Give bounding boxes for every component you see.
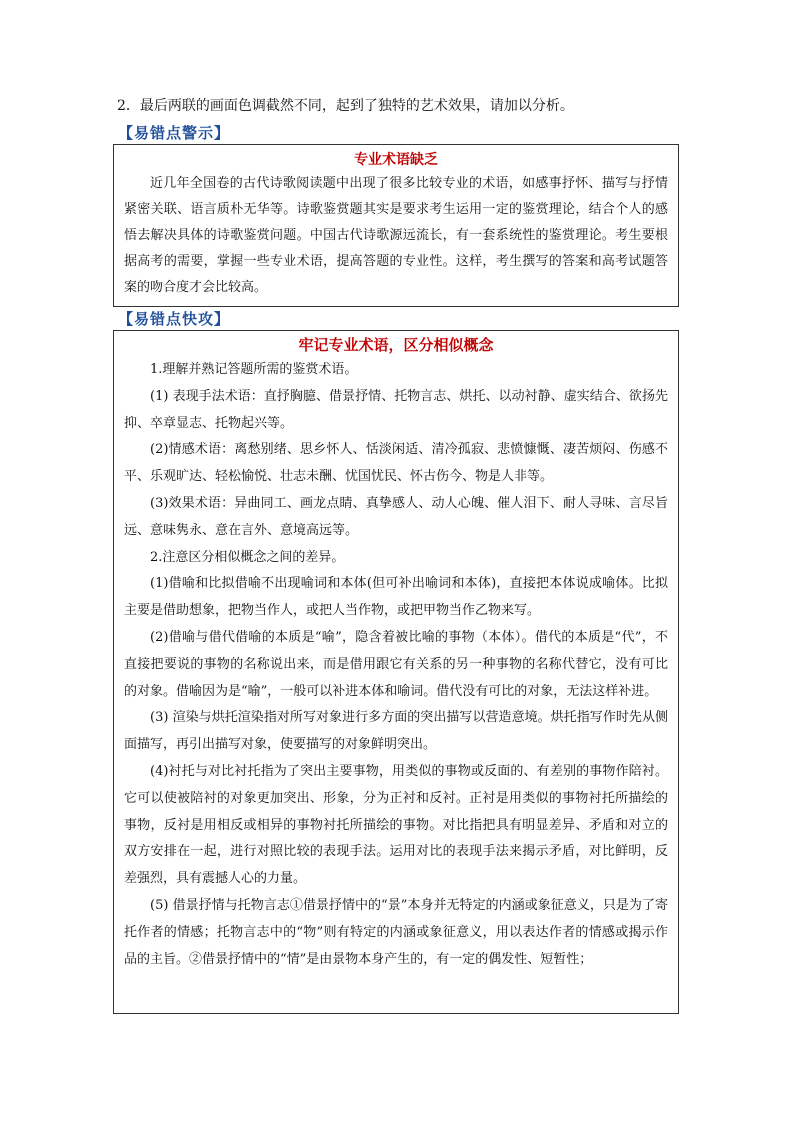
- fix-line-1: 1.理解并熟记答题所需的鉴赏术语。: [150, 362, 358, 377]
- fix-line-5: 2.注意区分相似概念之间的差异。: [150, 549, 345, 565]
- fix-box: [113, 330, 679, 1014]
- fix-line-8: (3) 渲染与烘托渲染指对所写对象进行多方面的突出描写以营造意境。烘托指写作时先从侧面描写，再引出描写对象，使要描写的对象鲜明突出。: [124, 710, 668, 753]
- fix-title: 牢记专业术语，区分相似概念: [298, 336, 494, 354]
- fix-line-9: (4)衬托与对比衬托指为了突出主要事物，用类似的事物或反面的、有差别的事物作陪衬。它可以使被陪衬的对象更加突出、形象，分为正衬和反衬。正衬是用类似的事物衬托所描绘的事物，反衬是用相反或相异的事物衬托所描绘的事物。对比指把具有明显差异、矛盾和对立的双方安排在一起，进行对照比较的表现手法。运用对比的表现手法来揭示矛盾，对比鲜明，反差强烈，具有震撼人心的力量。: [124, 763, 668, 887]
- fix-line-10: (5) 借景抒情与托物言志①借景抒情中的“景”本身并无特定的内涵或象征意义，只是为了寄托作者的情感；托物言志中的“物”则有特定的内涵或象征意义，用以表达作者的情感或揭示作品的主旨。②借景抒情中的“情”是由景物本身产生的，有一定的偶发性、短暂性；: [124, 897, 668, 967]
- fix-line-4: (3)效果术语：异曲同工、画龙点睛、真挚感人、动人心魄、催人泪下、耐人寻味、言尽旨远、意味隽永、意在言外、意境高远等。: [124, 495, 668, 538]
- warning-heading: 【易错点警示】: [118, 124, 231, 142]
- question-2: 2．最后两联的画面色调截然不同，起到了独特的艺术效果，请加以分析。: [117, 98, 574, 114]
- fix-line-6: (1)借喻和比拟借喻不出现喻词和本体(但可补出喻词和本体)，直接把本体说成喻体。比拟主要是借助想象，把物当作人，或把人当作物，或把甲物当作乙物来写。: [124, 576, 668, 619]
- fix-line-2: (1) 表现手法术语：直抒胸臆、借景抒情、托物言志、烘托、以动衬静、虚实结合、欲扬先抑、卒章显志、托物起兴等。: [124, 388, 668, 431]
- fix-line-7: (2)借喻与借代借喻的本质是“喻”，隐含着被比喻的事物（本体）。借代的本质是“代”，不直接把要说的事物的名称说出来，而是借用跟它有关系的另一种事物的名称代替它，没有可比的对象。借喻因为是“喻”，一般可以补进本体和喻词。借代没有可比的对象，无法这样补进。: [124, 629, 668, 699]
- fix-heading: 【易错点快攻】: [118, 310, 231, 328]
- warning-body: 近几年全国卷的古代诗歌阅读题中出现了很多比较专业的术语，如感事抒怀、描写与抒情紧密关联、语言质朴无华等。诗歌鉴赏题其实是要求考生运用一定的鉴赏理论，结合个人的感悟去解决具体的诗歌鉴赏问题。中国古代诗歌源远流长，有一套系统性的鉴赏理论。考生要根据高考的需要，掌握一些专业术语，提高答题的专业性。这样，考生撰写的答案和高考试题答案的吻合度才会比较高。: [124, 176, 668, 295]
- warning-box: [113, 144, 679, 307]
- fix-line-3: (2)情感术语：离愁别绪、思乡怀人、恬淡闲适、清冷孤寂、悲愤慷慨、凄苦烦闷、伤感不平、乐观旷达、轻松愉悦、壮志未酬、忧国忧民、怀古伤今、物是人非等。: [124, 442, 668, 485]
- warning-title: 专业术语缺乏: [354, 152, 438, 168]
